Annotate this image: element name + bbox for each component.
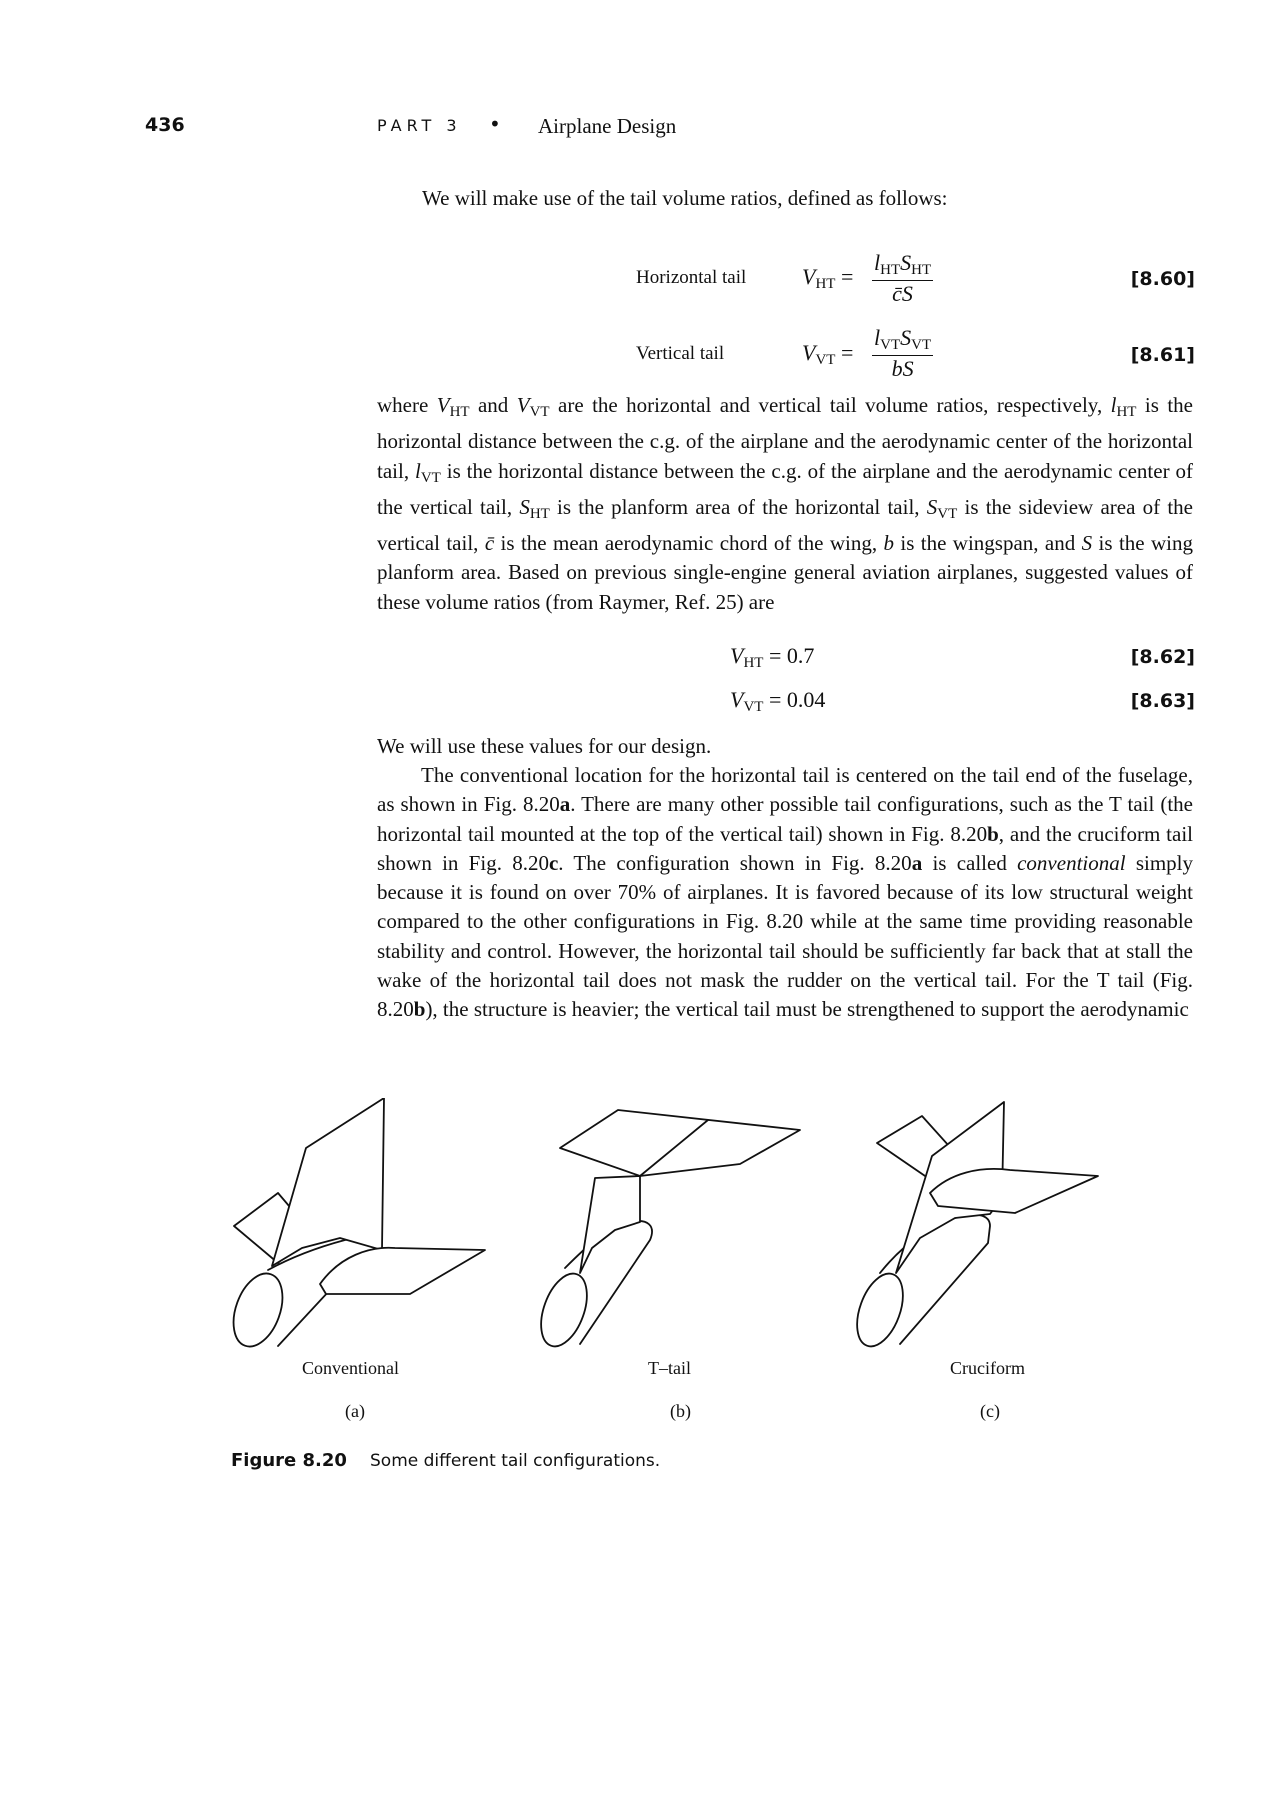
p1-var-lvt: l: [414, 458, 421, 483]
panel-c-letter: (c): [980, 1401, 1000, 1421]
eq62-sub: HT: [743, 655, 764, 671]
eq62-var: V: [730, 643, 744, 668]
p1-sub-svt: VT: [937, 505, 958, 522]
paragraph-tail-configurations: [377, 761, 1193, 1025]
part-label: PART 3: [377, 116, 462, 135]
eq61-lhs-var: V: [802, 340, 816, 365]
panel-b-name: T–tail: [648, 1358, 691, 1378]
header-bullet: •: [489, 112, 501, 136]
figure-8-20-drawings: [220, 1098, 1130, 1358]
equation-8-60-label: Horizontal tail: [636, 267, 747, 288]
p3-text-7: ), the structure is heavier; the vertical tail must be strengthened to support the aerodynamic: [425, 997, 1189, 1022]
eq63-sub: VT: [743, 699, 764, 715]
equation-8-60-lhs: [802, 264, 853, 293]
p1-text-5: is the horizontal distance between the c.g. of the airplane and the aerodynamic center of the vertical tail,: [377, 458, 1193, 519]
panel-b-letter: (b): [670, 1401, 691, 1421]
p1-var-b: b: [883, 531, 894, 556]
cruciform-right-stabilizer: [930, 1169, 1098, 1213]
p3-text-5: is called: [922, 850, 1018, 875]
p1-var-s: S: [1081, 531, 1093, 556]
eq61-equals: =: [840, 340, 854, 365]
section-title: Airplane Design: [538, 114, 677, 138]
p1-var-vvt: V: [516, 393, 530, 417]
p1-var-cbar: c̄: [484, 531, 495, 556]
p3-text-6: simply because it is found on over 70% of airplanes. It is favored because of its low structural weight compared to the other configurations in Fig. 8.20 while at the same time providing reasonable stability and control. However, the horizontal tail should be sufficiently far back that at stall the wake of the horizontal tail does not mask the rudder on the vertical tail. For the T tail (Fig. 8.20: [377, 850, 1194, 1022]
p3-text-3: , and the cruciform tail shown in Fig. 8.20: [377, 821, 1193, 875]
p1-var-lht: l: [1110, 393, 1117, 417]
figure-caption: Some different tail configurations.: [370, 1451, 661, 1471]
eq61-num-a-sub: VT: [880, 337, 901, 353]
p1-var-sht: S: [519, 494, 530, 519]
eq60-lhs-sub: HT: [815, 276, 836, 292]
equation-8-61-number: [8.61]: [1130, 344, 1195, 366]
eq61-num-a: l: [874, 325, 881, 350]
paragraph-definitions: [377, 391, 1193, 617]
eq60-num-b: S: [900, 250, 912, 275]
p3-bold-3: c: [548, 850, 559, 875]
eq61-numerator: [872, 325, 933, 356]
equation-8-63-number: [8.63]: [1130, 690, 1195, 712]
eq61-num-b: S: [900, 325, 912, 350]
eq60-equals: =: [840, 264, 854, 289]
p1-text-6: is the planform area of the horizontal tail,: [549, 494, 927, 519]
eq60-num-a-sub: HT: [880, 262, 901, 278]
p1-text-2: and: [469, 393, 517, 417]
p1-text-3: are the horizontal and vertical tail volume ratios, respectively,: [549, 393, 1111, 417]
p3-bold-1: a: [559, 792, 571, 817]
conventional-vertical-fin: [272, 1098, 384, 1266]
p1-sub-sht: HT: [529, 505, 550, 522]
t-tail-drawing: [532, 1110, 800, 1353]
p1-var-vht: V: [436, 393, 450, 417]
p3-bold-5: b: [413, 997, 426, 1022]
equation-8-63: [730, 687, 825, 716]
conventional-tail-drawing: [224, 1098, 485, 1353]
cruciform-tail-drawing: [848, 1102, 1098, 1353]
p1-var-svt: S: [926, 494, 938, 519]
eq61-lhs-sub: VT: [815, 352, 836, 368]
p1-text-1: where: [377, 393, 437, 417]
p1-text-8: is the mean aerodynamic chord of the wing,: [494, 531, 884, 556]
p1-sub-lvt: VT: [420, 469, 441, 486]
equation-8-62-number: [8.62]: [1130, 646, 1195, 668]
p1-sub-vht: HT: [449, 404, 470, 420]
eq60-numerator: [872, 250, 933, 281]
equation-8-61-label: Vertical tail: [636, 343, 725, 364]
p3-text-1: The conventional location for the horizontal tail is centered on the tail end of the fuselage, as shown in Fig. 8.20: [377, 763, 1193, 817]
eq60-denominator: c̄S: [892, 281, 913, 306]
panel-a-name: Conventional: [302, 1358, 399, 1378]
p3-text-2: . There are many other possible tail configurations, such as the T tail (the horizontal tail mounted at the top of the vertical tail) shown in Fig. 8.20: [377, 792, 1193, 846]
eq62-rhs: = 0.7: [768, 643, 815, 668]
eq61-denominator: bS: [891, 356, 914, 381]
p3-bold-4: a: [911, 850, 923, 875]
equation-8-61-lhs: [802, 340, 853, 369]
eq63-rhs: = 0.04: [768, 687, 826, 712]
intro-sentence: We will make use of the tail volume ratios, defined as follows:: [422, 186, 948, 210]
equation-8-61-fraction: [872, 325, 933, 382]
eq60-num-a: l: [874, 250, 881, 275]
p1-text-4: is the horizontal distance between the c.g. of the airplane and the aerodynamic center of the horizontal tail,: [377, 393, 1193, 483]
p1-sub-lht: HT: [1116, 404, 1137, 420]
p3-text-4: . The configuration shown in Fig. 8.20: [558, 850, 912, 875]
eq60-lhs-var: V: [802, 264, 816, 289]
equation-8-60-number: [8.60]: [1130, 268, 1195, 290]
p1-text-9: is the wingspan, and: [893, 531, 1082, 556]
p3-italic-conventional: conventional: [1017, 850, 1126, 875]
panel-a-letter: (a): [345, 1401, 365, 1421]
p1-sub-vvt: VT: [529, 404, 550, 420]
equation-8-62: [730, 643, 814, 672]
p1-text-10: is the wing planform area. Based on previous single-engine general aviation airplanes, suggested values of these volume ratios (from Raymer, Ref. 25) are: [377, 531, 1193, 614]
equation-8-60-fraction: [872, 250, 933, 307]
p3-bold-2: b: [987, 821, 999, 846]
p1-text-7: is the sideview area of the vertical tail,: [377, 494, 1193, 556]
eq61-num-b-sub: VT: [911, 337, 932, 353]
page-number: 436: [145, 114, 185, 136]
paragraph-use-values: We will use these values for our design.: [377, 734, 712, 758]
eq63-var: V: [730, 687, 744, 712]
eq60-num-b-sub: HT: [911, 262, 932, 278]
figure-label: Figure 8.20: [231, 1450, 347, 1471]
panel-c-name: Cruciform: [950, 1358, 1025, 1378]
